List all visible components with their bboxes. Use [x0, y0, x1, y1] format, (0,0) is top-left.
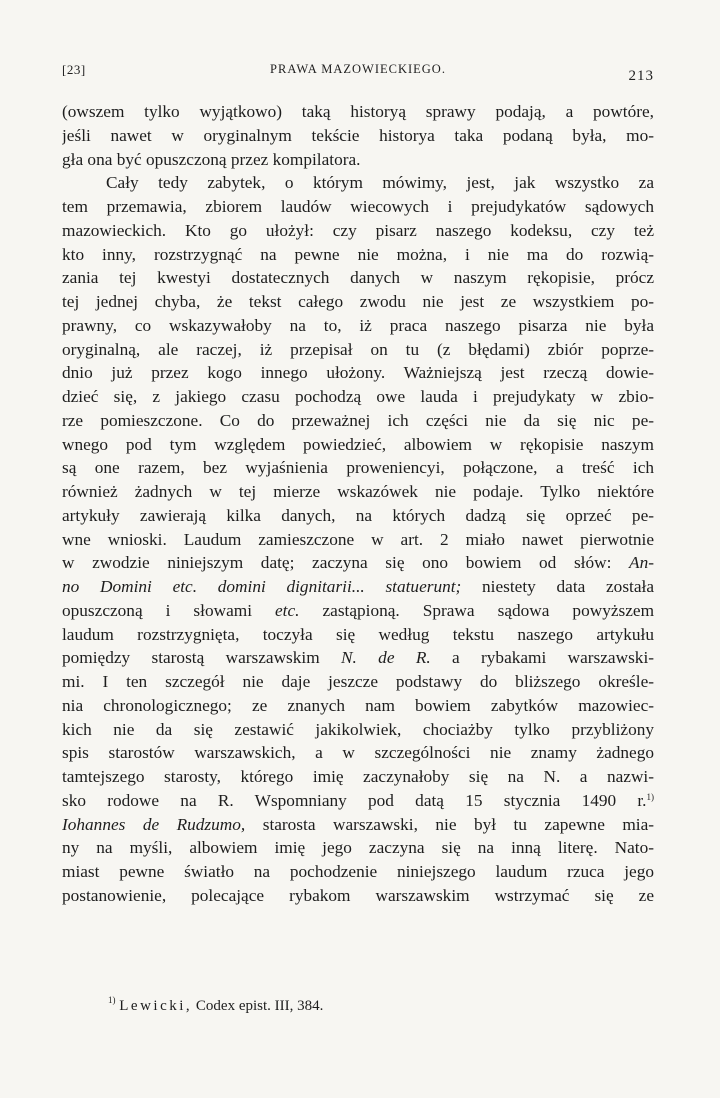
text-line: [62, 551, 654, 575]
text-segment: Cały tedy zabytek, o którym mówimy, jest, jak wszystko za: [106, 173, 654, 193]
text-line: [62, 219, 654, 243]
text-line: [62, 480, 654, 504]
text-segment: pomiędzy starostą warszawskim: [62, 648, 341, 668]
text-segment: laudum rozstrzygnięta, toczyła się według tekstu naszego artykułu: [62, 624, 654, 644]
text-segment: prawny, co wskazywałoby na to, iż praca naszego pisarza nie była: [62, 315, 654, 335]
text-line: [62, 266, 654, 290]
text-segment: dzieć się, z jakiego czasu pochodzą owe lauda i prejudykaty w zbio-: [62, 387, 654, 406]
text-segment: w zwodzie niniejszym datę; zaczyna się ono bowiem od słów:: [62, 553, 630, 573]
text-line: [62, 670, 654, 694]
text-line: [62, 860, 654, 884]
text-line: [62, 171, 654, 195]
text-segment: ny na myśli, albowiem imię jego zaczyna się na inną literę. Nato-: [62, 838, 654, 858]
body-text: [62, 100, 654, 908]
text-segment: są one razem, bez wyjaśnienia proweniencyi, połączone, a treść ich: [62, 458, 654, 478]
text-segment: zastąpioną. Sprawa sądowa powyższem: [299, 600, 654, 620]
text-line: [62, 884, 654, 908]
text-line: [62, 385, 654, 409]
text-line: [62, 599, 654, 623]
text-line: [62, 528, 654, 552]
text-segment: gła ona być opuszczoną przez kompilatora.: [62, 149, 361, 169]
text-segment: wne wnioski. Laudum zamieszczone w art. 2 miało nawet pierwotnie: [62, 529, 654, 549]
italic-text: N. de R.: [341, 648, 431, 668]
italic-text: An-: [629, 553, 654, 573]
text-segment: tem przemawia, zbiorem laudów wiecowych i prejudykatów sądowych: [62, 197, 654, 216]
text-segment: kich nie da się zestawić jakikolwiek, chociażby tylko przybliżony: [62, 719, 654, 739]
text-segment: wnego pod tym względem powiedzieć, albowiem w rękopisie naszym: [62, 434, 654, 454]
text-line: [62, 314, 654, 338]
text-line: [62, 243, 654, 267]
italic-text: etc.: [275, 600, 300, 620]
running-title: PRAWA MAZOWIECKIEGO.: [270, 62, 446, 76]
text-segment: miast pewne światło na pochodzenie niniejszego laudum rzuca jego: [62, 862, 654, 881]
footnote-author: Lewicki,: [119, 998, 193, 1014]
text-line: [62, 409, 654, 433]
text-segment: starosta warszawski, nie był tu zapewne mia-: [245, 814, 654, 834]
text-segment: mi. I ten szczegół nie daje jeszcze podstawy do bliższego określe-: [62, 672, 654, 691]
text-segment: jeśli nawet w oryginalnym tekście historya taka podaną była, mo-: [62, 125, 654, 145]
text-line: [62, 575, 654, 599]
text-segment: również żadnych w tej mierze wskazówek nie podaje. Tylko niektóre: [62, 482, 654, 501]
text-segment: tamtejszego starosty, którego imię zaczynałoby się na N. a nazwi-: [62, 767, 654, 786]
page-number: 213: [628, 68, 654, 84]
text-segment: rze pomieszczone. Co do przeważnej ich części nie da się nic pe-: [62, 410, 654, 430]
text-line: [62, 361, 654, 385]
running-header: [62, 60, 654, 86]
text-segment: niestety data została: [461, 577, 654, 596]
footnote: [108, 995, 324, 1015]
text-line: [62, 694, 654, 718]
text-line: [62, 718, 654, 742]
text-segment: opuszczoną i słowami: [62, 600, 276, 620]
footnote-reference: 1): [646, 791, 654, 802]
italic-text: Iohannes de Rudzumo,: [62, 814, 246, 834]
text-segment: sko rodowe na R. Wspomniany pod datą 15 stycznia 1490 r.: [62, 790, 647, 810]
text-segment: zania tej kwestyi dostatecznych danych w naszym rękopisie, prócz: [62, 268, 654, 288]
text-line: [62, 100, 654, 124]
footnote-text: Codex epist. III, 384.: [192, 998, 324, 1014]
text-line: [62, 504, 654, 528]
text-line: [62, 789, 654, 813]
text-line: [62, 456, 654, 480]
text-line: [62, 623, 654, 647]
italic-text: no Domini etc. domini dignitarii... statuerunt;: [62, 577, 462, 596]
text-line: [62, 290, 654, 314]
text-segment: postanowienie, polecające rybakom warszawskim wstrzymać się ze: [62, 885, 654, 905]
section-number: [23]: [62, 62, 86, 77]
text-line: [62, 338, 654, 362]
text-segment: nia chronologicznego; ze znanych nam bowiem zabytków mazowiec-: [62, 695, 654, 715]
text-segment: dnio już przez kogo innego ułożony. Ważniejszą jest rzeczą dowie-: [62, 363, 654, 383]
text-line: [62, 195, 654, 219]
text-segment: mazowieckich. Kto go ułożył: czy pisarz naszego kodeksu, czy też: [62, 220, 654, 240]
text-segment: kto inny, rozstrzygnąć na pewne nie można, i nie ma do rozwią-: [62, 244, 654, 264]
text-segment: tej jednej chyba, że tekst całego zwodu nie jest ze wszystkiem po-: [62, 292, 654, 311]
text-line: [62, 741, 654, 765]
text-segment: oryginalną, ale raczej, iż przepisał on tu (z błędami) zbiór poprze-: [62, 339, 654, 359]
text-line: [62, 813, 654, 837]
text-segment: a rybakami warszawski-: [430, 648, 654, 668]
footnote-marker: 1): [108, 995, 116, 1005]
text-line: [62, 124, 654, 148]
text-segment: spis starostów warszawskich, a w szczególności nie znamy żadnego: [62, 743, 654, 763]
text-line: [62, 765, 654, 789]
text-line: [62, 836, 654, 860]
text-segment: (owszem tylko wyjątkowo) taką historyą sprawy podają, a powtóre,: [62, 102, 654, 121]
text-line: [62, 148, 654, 172]
text-segment: artykuły zawierają kilka danych, na których dadzą się oprzeć pe-: [62, 505, 654, 525]
text-line: [62, 433, 654, 457]
text-line: [62, 646, 654, 670]
